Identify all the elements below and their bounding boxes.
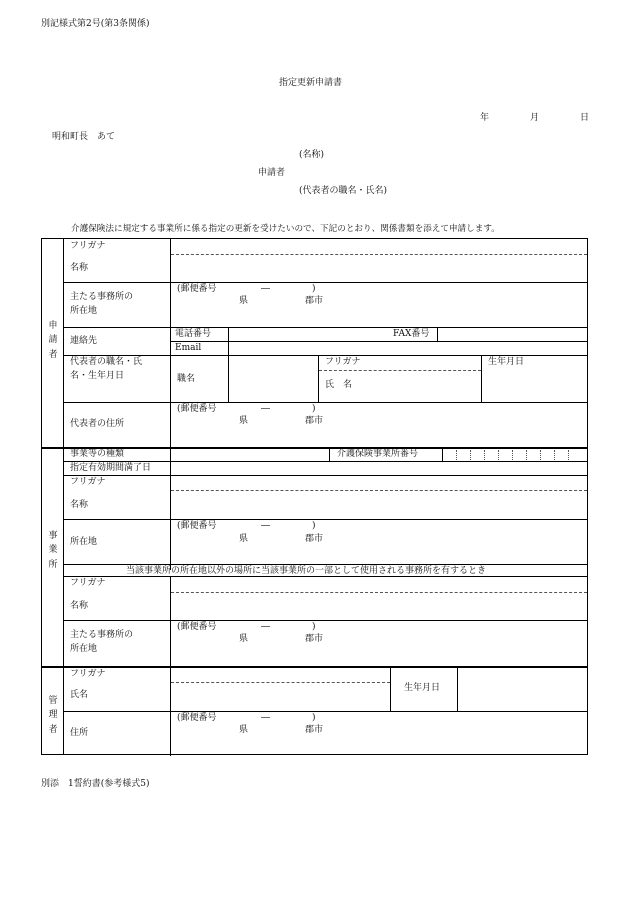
- rep-full-name-label: 氏 名: [325, 380, 353, 390]
- application-form-table: [41, 238, 588, 755]
- other-office-address-label: 主たる事務所の: [70, 630, 134, 640]
- other-prefecture-label: 県: [239, 634, 249, 644]
- office-section-label: 事 業 所: [48, 531, 58, 570]
- phone-label: 電話番号: [175, 329, 212, 339]
- manager-county-city-label: 郡市: [305, 725, 324, 735]
- page-title: 指定更新申請書: [279, 78, 343, 88]
- contact-label: 連絡先: [70, 336, 98, 346]
- office-number-label: 介護保険事業所番号: [337, 449, 419, 459]
- prefecture-label: 県: [239, 296, 249, 306]
- attachment-note: 別添 1誓約書(参考様式5): [41, 779, 150, 789]
- validity-expiry-label: 指定有効期間満了日: [70, 463, 152, 473]
- postal-close: ): [312, 284, 316, 294]
- office-postal-code-label: (郵便番号: [177, 521, 217, 531]
- manager-postal-close: ): [312, 713, 316, 723]
- rep-postal-close: ): [312, 404, 316, 414]
- applicant-section-label: 申 請 者: [48, 321, 58, 360]
- rep-title-name-label: 代表者の職名・氏: [70, 357, 143, 367]
- other-postal-dash: ―: [261, 622, 270, 632]
- manager-postal-code-label: (郵便番号: [177, 713, 217, 723]
- date-day: 日: [580, 113, 590, 123]
- date-year: 年: [480, 113, 490, 123]
- office-furigana-label: フリガナ: [70, 477, 106, 487]
- rep-title-name-label-2: 名・生年月日: [70, 371, 125, 381]
- postal-dash: ―: [261, 284, 270, 294]
- manager-address-label: 住所: [70, 728, 89, 738]
- applicant-office-address-label-2: 所在地: [70, 306, 98, 316]
- statement: 介護保険法に規定する事業所に係る指定の更新を受けたいので、下記のとおり、関係書類を添えて申請します。: [71, 224, 500, 234]
- office-location-label: 所在地: [70, 537, 98, 547]
- other-office-furigana-label: フリガナ: [70, 578, 106, 588]
- office-postal-dash: ―: [261, 521, 270, 531]
- fax-label: FAX番号: [393, 329, 430, 339]
- office-name-label: 名称: [70, 500, 89, 510]
- applicant-office-address-label: 主たる事務所の: [70, 292, 134, 302]
- postal-code-label: (郵便番号: [177, 284, 217, 294]
- email-label: Email: [175, 343, 202, 353]
- rep-postal-code-label: (郵便番号: [177, 404, 217, 414]
- other-postal-code-label: (郵便番号: [177, 622, 217, 632]
- addressee: 明和町長 あて: [52, 132, 116, 142]
- rep-postal-dash: ―: [261, 404, 270, 414]
- applicant-name-label: 名称: [70, 263, 89, 273]
- rep-county-city-label: 郡市: [305, 416, 324, 426]
- county-city-label: 郡市: [305, 296, 324, 306]
- manager-section-label: 管 理 者: [48, 696, 58, 735]
- service-type-label: 事業等の種類: [70, 449, 125, 459]
- other-office-name-label: 名称: [70, 601, 89, 611]
- rep-furigana-label: フリガナ: [325, 357, 361, 367]
- manager-postal-dash: ―: [261, 713, 270, 723]
- post-label: 職名: [177, 374, 196, 384]
- rep-birth-date-label: 生年月日: [488, 357, 525, 367]
- rep-prefecture-label: 県: [239, 416, 249, 426]
- office-postal-close: ): [312, 521, 316, 531]
- form-number: 別記様式第2号(第3条関係): [41, 19, 150, 29]
- representative-label: (代表者の職名・氏名): [299, 186, 388, 196]
- manager-name-label: 氏名: [70, 690, 89, 700]
- office-county-city-label: 郡市: [305, 534, 324, 544]
- other-postal-close: ): [312, 622, 316, 632]
- manager-prefecture-label: 県: [239, 725, 249, 735]
- applicant-label: 申請者: [258, 168, 286, 178]
- manager-birth-date-label: 生年月日: [404, 683, 441, 693]
- manager-furigana-label: フリガナ: [70, 669, 106, 679]
- date-month: 月: [530, 113, 540, 123]
- rep-address-label: 代表者の住所: [70, 419, 125, 429]
- other-county-city-label: 郡市: [305, 634, 324, 644]
- other-office-notice: 当該事業所の所在地以外の場所に当該事業所の一部として使用される事務所を有するとき: [126, 566, 487, 576]
- other-office-address-label-2: 所在地: [70, 644, 98, 654]
- office-prefecture-label: 県: [239, 534, 249, 544]
- applicant-furigana-label: フリガナ: [70, 241, 106, 251]
- name-label: (名称): [299, 150, 325, 160]
